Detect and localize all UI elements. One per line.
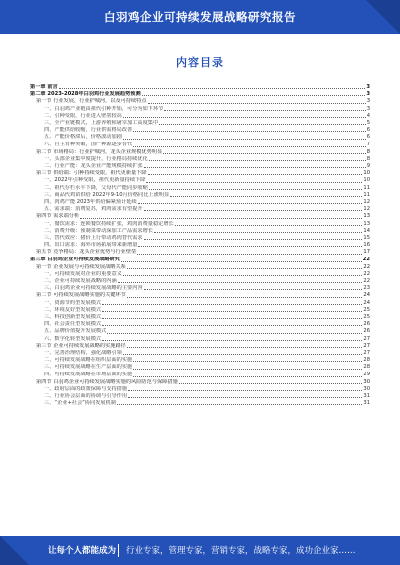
toc-page-number: 3 [366,84,370,90]
toc-entry-title: 二、可持续发展战略在组织层面的实施 [44,357,133,364]
toc-subsection-entry[interactable] [30,271,370,278]
toc-subsection-entry[interactable] [30,364,370,371]
toc-leader-dots [144,167,366,168]
toc-subsection-entry[interactable] [30,336,370,343]
toc-leader-dots [149,160,366,161]
toc-entry-title: 三、全产业链模式，上游养殖和屠宰加工高度集中 [44,119,159,126]
toc-chapter-entry[interactable] [30,257,370,264]
toc-subsection-entry[interactable] [30,163,370,170]
toc-leader-dots [123,354,363,355]
toc-leader-dots [175,225,363,226]
report-title: 白羽鸡企业可持续发展战略研究报告 [104,10,296,24]
toc-subsection-entry[interactable] [30,185,370,192]
toc-entry-title: 第三节 企业可持续发展战略的实施路径 [36,342,126,349]
toc-subsection-entry[interactable] [30,300,370,307]
toc-subsection-entry[interactable] [30,393,370,400]
toc-entry-title: 四、可持续发展战略在市场层面的实施 [44,371,133,378]
toc-subsection-entry[interactable] [30,120,370,127]
toc-subsection-entry[interactable] [30,307,370,314]
toc-entry-title: 二、引种受限，行业进入壁垒较高 [44,112,122,119]
table-of-contents [30,84,370,532]
toc-subsection-entry[interactable] [30,314,370,321]
toc-leader-dots [80,218,362,219]
toc-entry-title: 二、环境友好型发展模式 [44,306,102,313]
toc-leader-dots [137,254,362,255]
toc-page-number: 13 [363,220,370,227]
toc-section-entry[interactable] [30,98,370,105]
toc-leader-dots [148,174,363,175]
toc-subsection-entry[interactable] [30,235,370,242]
toc-leader-dots [133,376,362,377]
toc-subsection-entry[interactable] [30,386,370,393]
toc-leader-dots [121,261,362,262]
toc-subsection-entry[interactable] [30,106,370,113]
toc-entry-title: 第三节 供给端：引种持续受限，祖代更新量下降 [36,170,147,177]
toc-page-number: 27 [363,342,370,349]
toc-page-number: 10 [363,170,370,177]
toc-page-number: 13 [363,213,370,220]
toc-leader-dots [123,275,363,276]
toc-entry-title: 三、科技创新型发展模式 [44,314,102,320]
toc-leader-dots [128,397,362,398]
toc-leader-dots [142,95,366,96]
toc-page-number: 28 [363,364,370,371]
toc-page-number: 12 [363,199,370,205]
toc-entry-title: 第一章 前言 [30,84,58,90]
toc-entry-title: 第一节 企业发展与可持续发展战略关系 [36,263,126,270]
toc-leader-dots [123,117,366,118]
toc-leader-dots [144,289,363,290]
toc-leader-dots [163,153,366,154]
toc-entry-title: 一、资源节约型发展模式 [44,299,102,306]
toc-section-entry[interactable] [30,213,370,220]
toc-page-number: 6 [366,134,370,141]
toc-entry-title: 一、政府层面的政策保障与支持措施 [44,385,128,392]
footer-roles: 行业专家，管理专家，营销专家，战略专家，成功企业家…… [126,546,356,556]
toc-leader-dots [102,304,362,305]
toc-entry-title: 四、社会责任型发展模式 [44,321,102,328]
toc-entry-title: 三、“企业+社会”协同发展机制 [44,400,116,407]
toc-subsection-entry[interactable] [30,242,370,249]
toc-section-entry[interactable] [30,264,370,271]
page-footer [0,536,400,565]
toc-leader-dots [102,340,362,341]
toc-leader-dots [164,110,365,111]
toc-section-entry[interactable] [30,379,370,386]
toc-leader-dots [144,210,363,211]
toc-leader-dots [128,390,362,391]
toc-leader-dots [133,361,362,362]
toc-leader-dots [127,268,363,269]
toc-subsection-entry[interactable] [30,192,370,199]
footer-slogan: 让每个人都能成为 [48,546,117,556]
toc-page-number: 25 [363,314,370,320]
toc-entry-title: 一、餐饮需求：连锁餐饮持续扩张，鸡肉消费量稳定增长 [44,220,174,227]
toc-subsection-entry[interactable] [30,221,370,228]
toc-leader-dots [59,88,366,89]
toc-heading: 内容目录 [176,56,224,69]
footer-divider [118,544,119,557]
toc-leader-dots [133,131,365,132]
toc-page-number: 10 [363,177,370,184]
toc-entry-title: 六、自主育种突破，国产种源逐步替代 [44,141,133,148]
toc-page-number: 22 [363,278,370,285]
toc-subsection-entry[interactable] [30,142,370,149]
toc-leader-dots [133,146,365,147]
toc-entry-title: 一、可持续发展对企业的重要意义 [44,270,122,277]
toc-entry-title: 一、完善治理结构，强化战略引领 [44,349,122,356]
toc-leader-dots [138,246,362,247]
toc-subsection-entry[interactable] [30,156,370,163]
toc-subsection-entry[interactable] [30,206,370,213]
toc-entry-title: 二、祖代存栏水平下降，父母代产能同步收缩 [44,184,148,191]
toc-leader-dots [118,282,363,283]
toc-leader-dots [117,404,362,405]
toc-page-number: 9 [366,163,370,170]
toc-entry-title: 三、替代效应：猪价上行带动鸡肉替代需求 [44,234,143,241]
toc-page-number: 12 [363,206,370,213]
toc-entry-title: 二、消费升级：预制菜带动深加工产品需求增长 [44,227,153,234]
toc-subsection-entry[interactable] [30,134,370,141]
toc-leader-dots [102,311,362,312]
toc-entry-title: 第二节 市场格局：行业护城河，龙头企业规模优势明显 [36,148,163,155]
toc-page-number: 11 [363,184,370,191]
toc-entry-title: 二、企业可持续发展战略的内涵 [44,278,117,285]
toc-page-number: 22 [363,270,370,277]
toc-page-number: 31 [363,393,370,400]
toc-leader-dots [148,103,366,104]
toc-entry-title: 四、出口需求：海外市场拓展带来新增量 [44,242,138,249]
toc-page-number: 7 [366,141,370,148]
toc-entry-title: 三、可持续发展战略在生产层面的实施 [44,364,133,371]
toc-leader-dots [159,124,366,125]
toc-subsection-entry[interactable] [30,127,370,134]
toc-leader-dots [179,383,363,384]
toc-leader-dots [102,325,362,326]
toc-leader-dots [154,232,362,233]
toc-entry-title: 六、数字化转型发展模式 [44,335,102,342]
toc-chapter-entry[interactable] [30,84,370,91]
toc-page-number: 28 [363,357,370,364]
toc-page-number: 15 [363,234,370,241]
toc-entry-title: 四、肉鸡产能 2023年供给偏紧预计延续 [44,199,137,205]
toc-section-entry[interactable] [30,292,370,299]
toc-page-number: 16 [363,242,370,249]
footer-corner-decoration [0,536,29,565]
toc-leader-dots [102,318,362,319]
toc-page-number: 31 [363,400,370,407]
toc-page-number: 26 [363,321,370,328]
toc-subsection-entry[interactable] [30,278,370,285]
toc-page-number: 8 [366,155,370,162]
toc-leader-dots [107,333,362,334]
toc-page-number: 30 [363,378,370,385]
toc-page-number: 30 [363,385,370,392]
toc-page-number: 24 [363,292,370,299]
toc-entry-title: 第二章 2023-2028年白羽鸡行业发展趋势预测 [30,91,141,98]
toc-entry-title: 三、商品代鸡苗供给 2022年9-10月价格同比上涨明显 [44,191,170,198]
toc-entry-title: 三、白羽鸡企业可持续发展战略的主要内容 [44,285,143,292]
toc-leader-dots [138,203,363,204]
toc-page-number: 3 [366,91,370,98]
toc-leader-dots [149,189,363,190]
toc-page-number: 23 [363,285,370,292]
toc-section-entry[interactable] [30,170,370,177]
toc-section-entry[interactable] [30,149,370,156]
toc-page-number: 4 [366,112,370,119]
toc-entry-title: 二、行业产能：龙头企业产能规模持续扩张 [44,163,143,170]
toc-leader-dots [144,239,363,240]
toc-leader-dots [146,182,362,183]
toc-entry-title: 一、头部企业集中度提升，行业格局持续优化 [44,155,148,162]
toc-subsection-entry[interactable] [30,350,370,357]
toc-entry-title: 第五节 竞争格局：龙头企业优势与行业壁垒 [36,249,137,256]
toc-page-number: 3 [366,98,370,105]
toc-entry-title: 一、白羽鸡产业链由祖代引种开始，可分为如下环节 [44,105,164,112]
toc-subsection-entry[interactable] [30,285,370,292]
toc-leader-dots [127,347,363,348]
toc-subsection-entry[interactable] [30,177,370,184]
toc-chapter-entry[interactable] [30,91,370,98]
toc-page-number: 8 [366,148,370,155]
page-header [0,0,400,34]
toc-section-entry[interactable] [30,343,370,350]
toc-page-number: 11 [363,191,370,198]
toc-leader-dots [127,297,363,298]
toc-section-entry[interactable] [30,249,370,256]
toc-page-number: 17 [363,249,370,256]
toc-leader-dots [133,369,362,370]
toc-subsection-entry[interactable] [30,321,370,328]
toc-entry-title: 第三章 白羽鸡企业可持续发展战略研究 [30,256,120,263]
toc-page-number: 5 [366,119,370,126]
toc-entry-title: 五、需求端：消费复苏，鸡肉需求有望提升 [44,206,143,213]
toc-entry-title: 第一节 行业发展，行业护城河，以及可持续特点 [36,98,147,105]
toc-entry-title: 第四节 白羽鸡企业可持续发展战略实施的风险防范与保障措施 [36,378,178,385]
header-corner-decoration [366,0,400,34]
toc-page-number: 26 [363,328,370,335]
toc-entry-title: 五、产能价格滞后，价格波动加剧 [44,134,122,141]
toc-entry-title: 二、行业协会层面的协调与引导作用 [44,393,128,400]
toc-page-number: 25 [363,306,370,313]
toc-entry-title: 一、2022年引种受限，祖代更新量持续下降 [44,177,146,184]
toc-entry-title: 五、品牌价值提升发展模式 [44,328,107,335]
toc-leader-dots [170,196,362,197]
toc-subsection-entry[interactable] [30,372,370,379]
toc-page-number: 29 [363,371,370,378]
toc-subsection-entry[interactable] [30,357,370,364]
toc-subsection-entry[interactable] [30,228,370,235]
toc-subsection-entry[interactable] [30,328,370,335]
toc-page-number: 3 [366,105,370,112]
toc-subsection-entry[interactable] [30,400,370,407]
toc-page-number: 27 [363,349,370,356]
toc-page-number: 22 [363,263,370,270]
toc-entry-title: 第二节 可持续发展战略实施的关键环节 [36,292,126,299]
toc-leader-dots [123,139,366,140]
toc-subsection-entry[interactable] [30,199,370,206]
toc-page-number: 24 [363,299,370,306]
toc-page-number: 6 [366,127,370,134]
toc-entry-title: 四、产能供给收缩，行业供需格局改善 [44,127,133,134]
toc-page-number: 14 [363,227,370,234]
toc-page-number: 22 [362,256,370,263]
toc-subsection-entry[interactable] [30,113,370,120]
toc-entry-title: 第四节 需求端分析 [36,213,80,220]
toc-page-number: 27 [363,335,370,342]
